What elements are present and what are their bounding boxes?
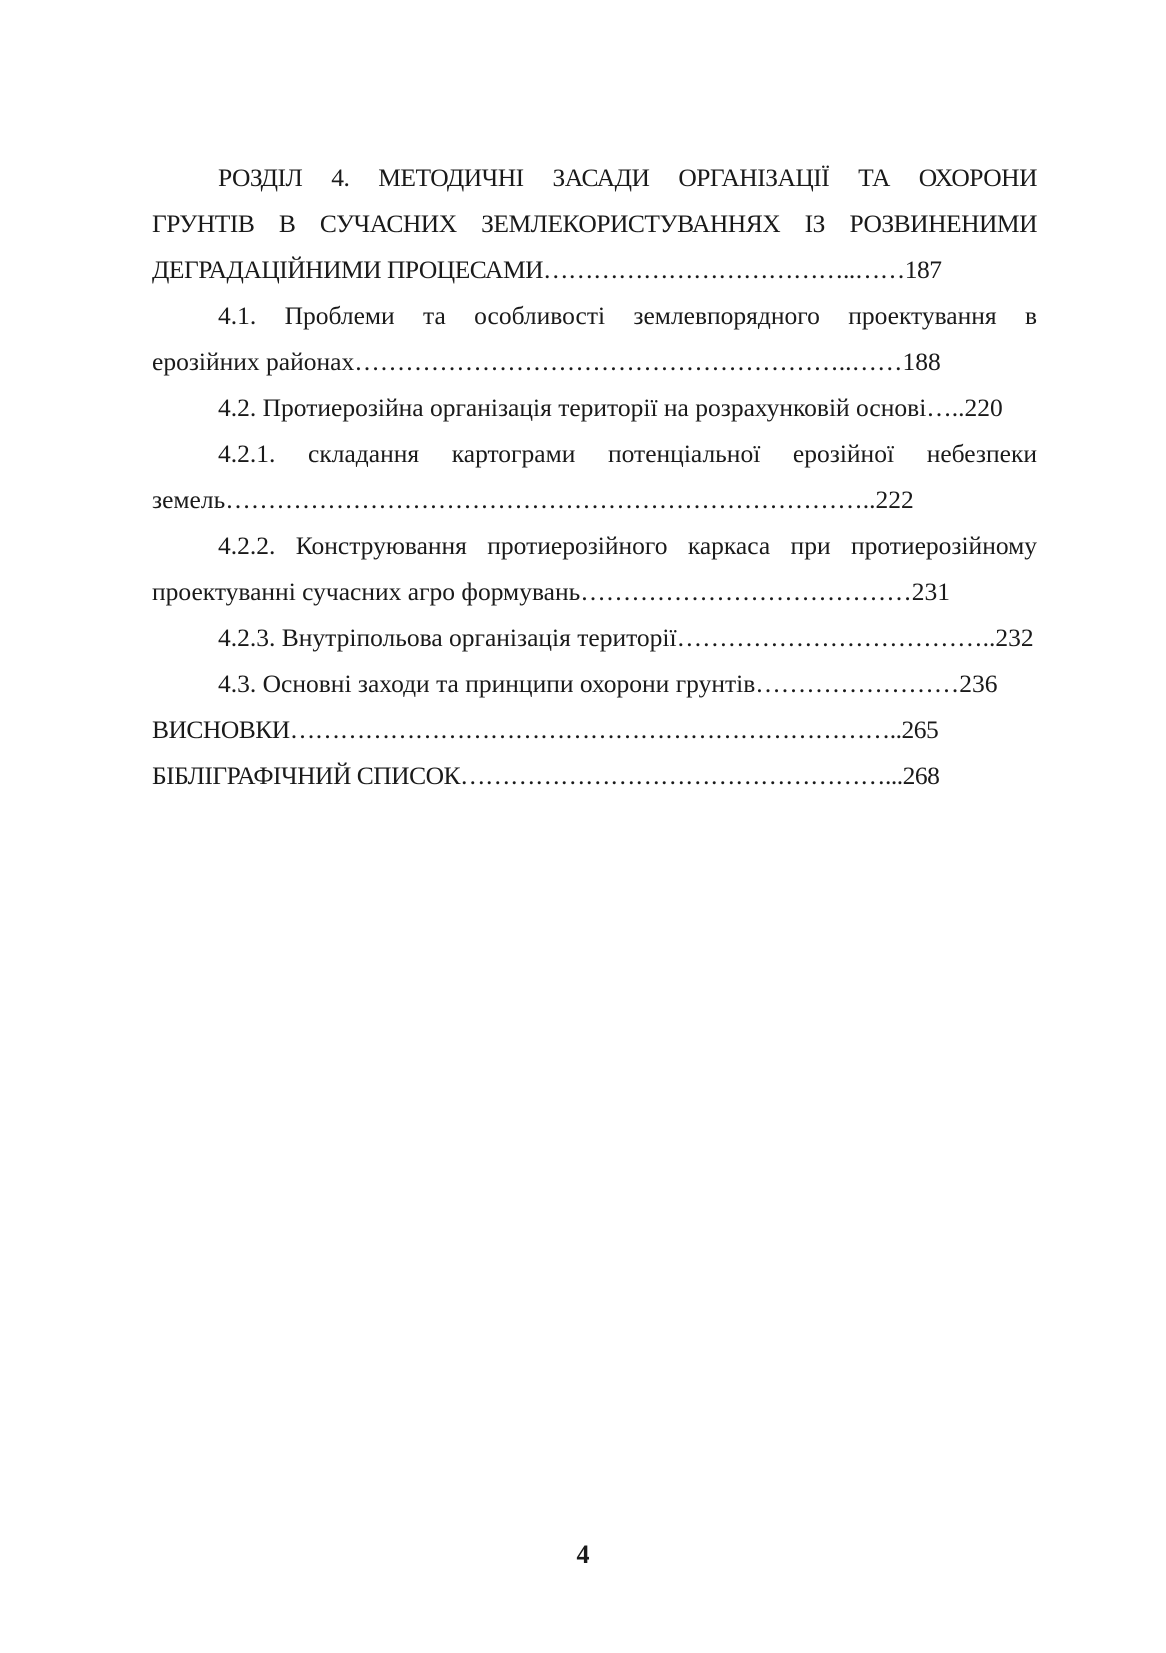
toc-section-4-3: 4.3. Основні заходи та принципи охорони грунтів……………………236 [218, 669, 998, 698]
toc-section-4-2: 4.2. Протиерозійна організація території на розрахунковій основі…..220 [218, 393, 1003, 422]
toc-section-4-2-2-line-1: 4.2.2. Конструювання протиерозійного каркаса при протиерозійному [218, 531, 1037, 560]
page-number: 4 [576, 1540, 590, 1569]
toc-chapter-4-line-1: РОЗДІЛ 4. МЕТОДИЧНІ ЗАСАДИ ОРГАНІЗАЦІЇ ТА ОХОРОНИ [218, 163, 1037, 192]
toc-conclusions: ВИСНОВКИ………………………………………………………………..265 [152, 715, 939, 744]
toc-section-4-2-1-line-1: 4.2.1. складання картограми потенціальної ерозійної небезпеки [218, 439, 1037, 468]
toc-section-4-1-line-2: ерозійних районах…………………………………………………..……188 [152, 347, 941, 376]
toc-bibliography: БІБЛІГРАФІЧНИЙ СПИСОК……………………………………………...268 [152, 761, 940, 790]
toc-section-4-2-2-line-2: проектуванні сучасних агро формувань…………………………………231 [152, 577, 950, 606]
toc-section-4-2-3: 4.2.3. Внутріпольова організація території………………………………..232 [218, 623, 1034, 652]
toc-section-4-2-1-line-2: земель…………………………………………………………………..222 [152, 485, 914, 514]
table-of-contents [152, 155, 1037, 799]
toc-chapter-4-line-3: ДЕГРАДАЦІЙНИМИ ПРОЦЕСАМИ………………………………..……187 [152, 255, 942, 284]
toc-chapter-4-line-2: ГРУНТІВ В СУЧАСНИХ ЗЕМЛЕКОРИСТУВАННЯХ ІЗ РОЗВИНЕНИМИ [152, 209, 1037, 238]
toc-section-4-1-line-1: 4.1. Проблеми та особливості землевпорядного проектування в [218, 301, 1037, 330]
